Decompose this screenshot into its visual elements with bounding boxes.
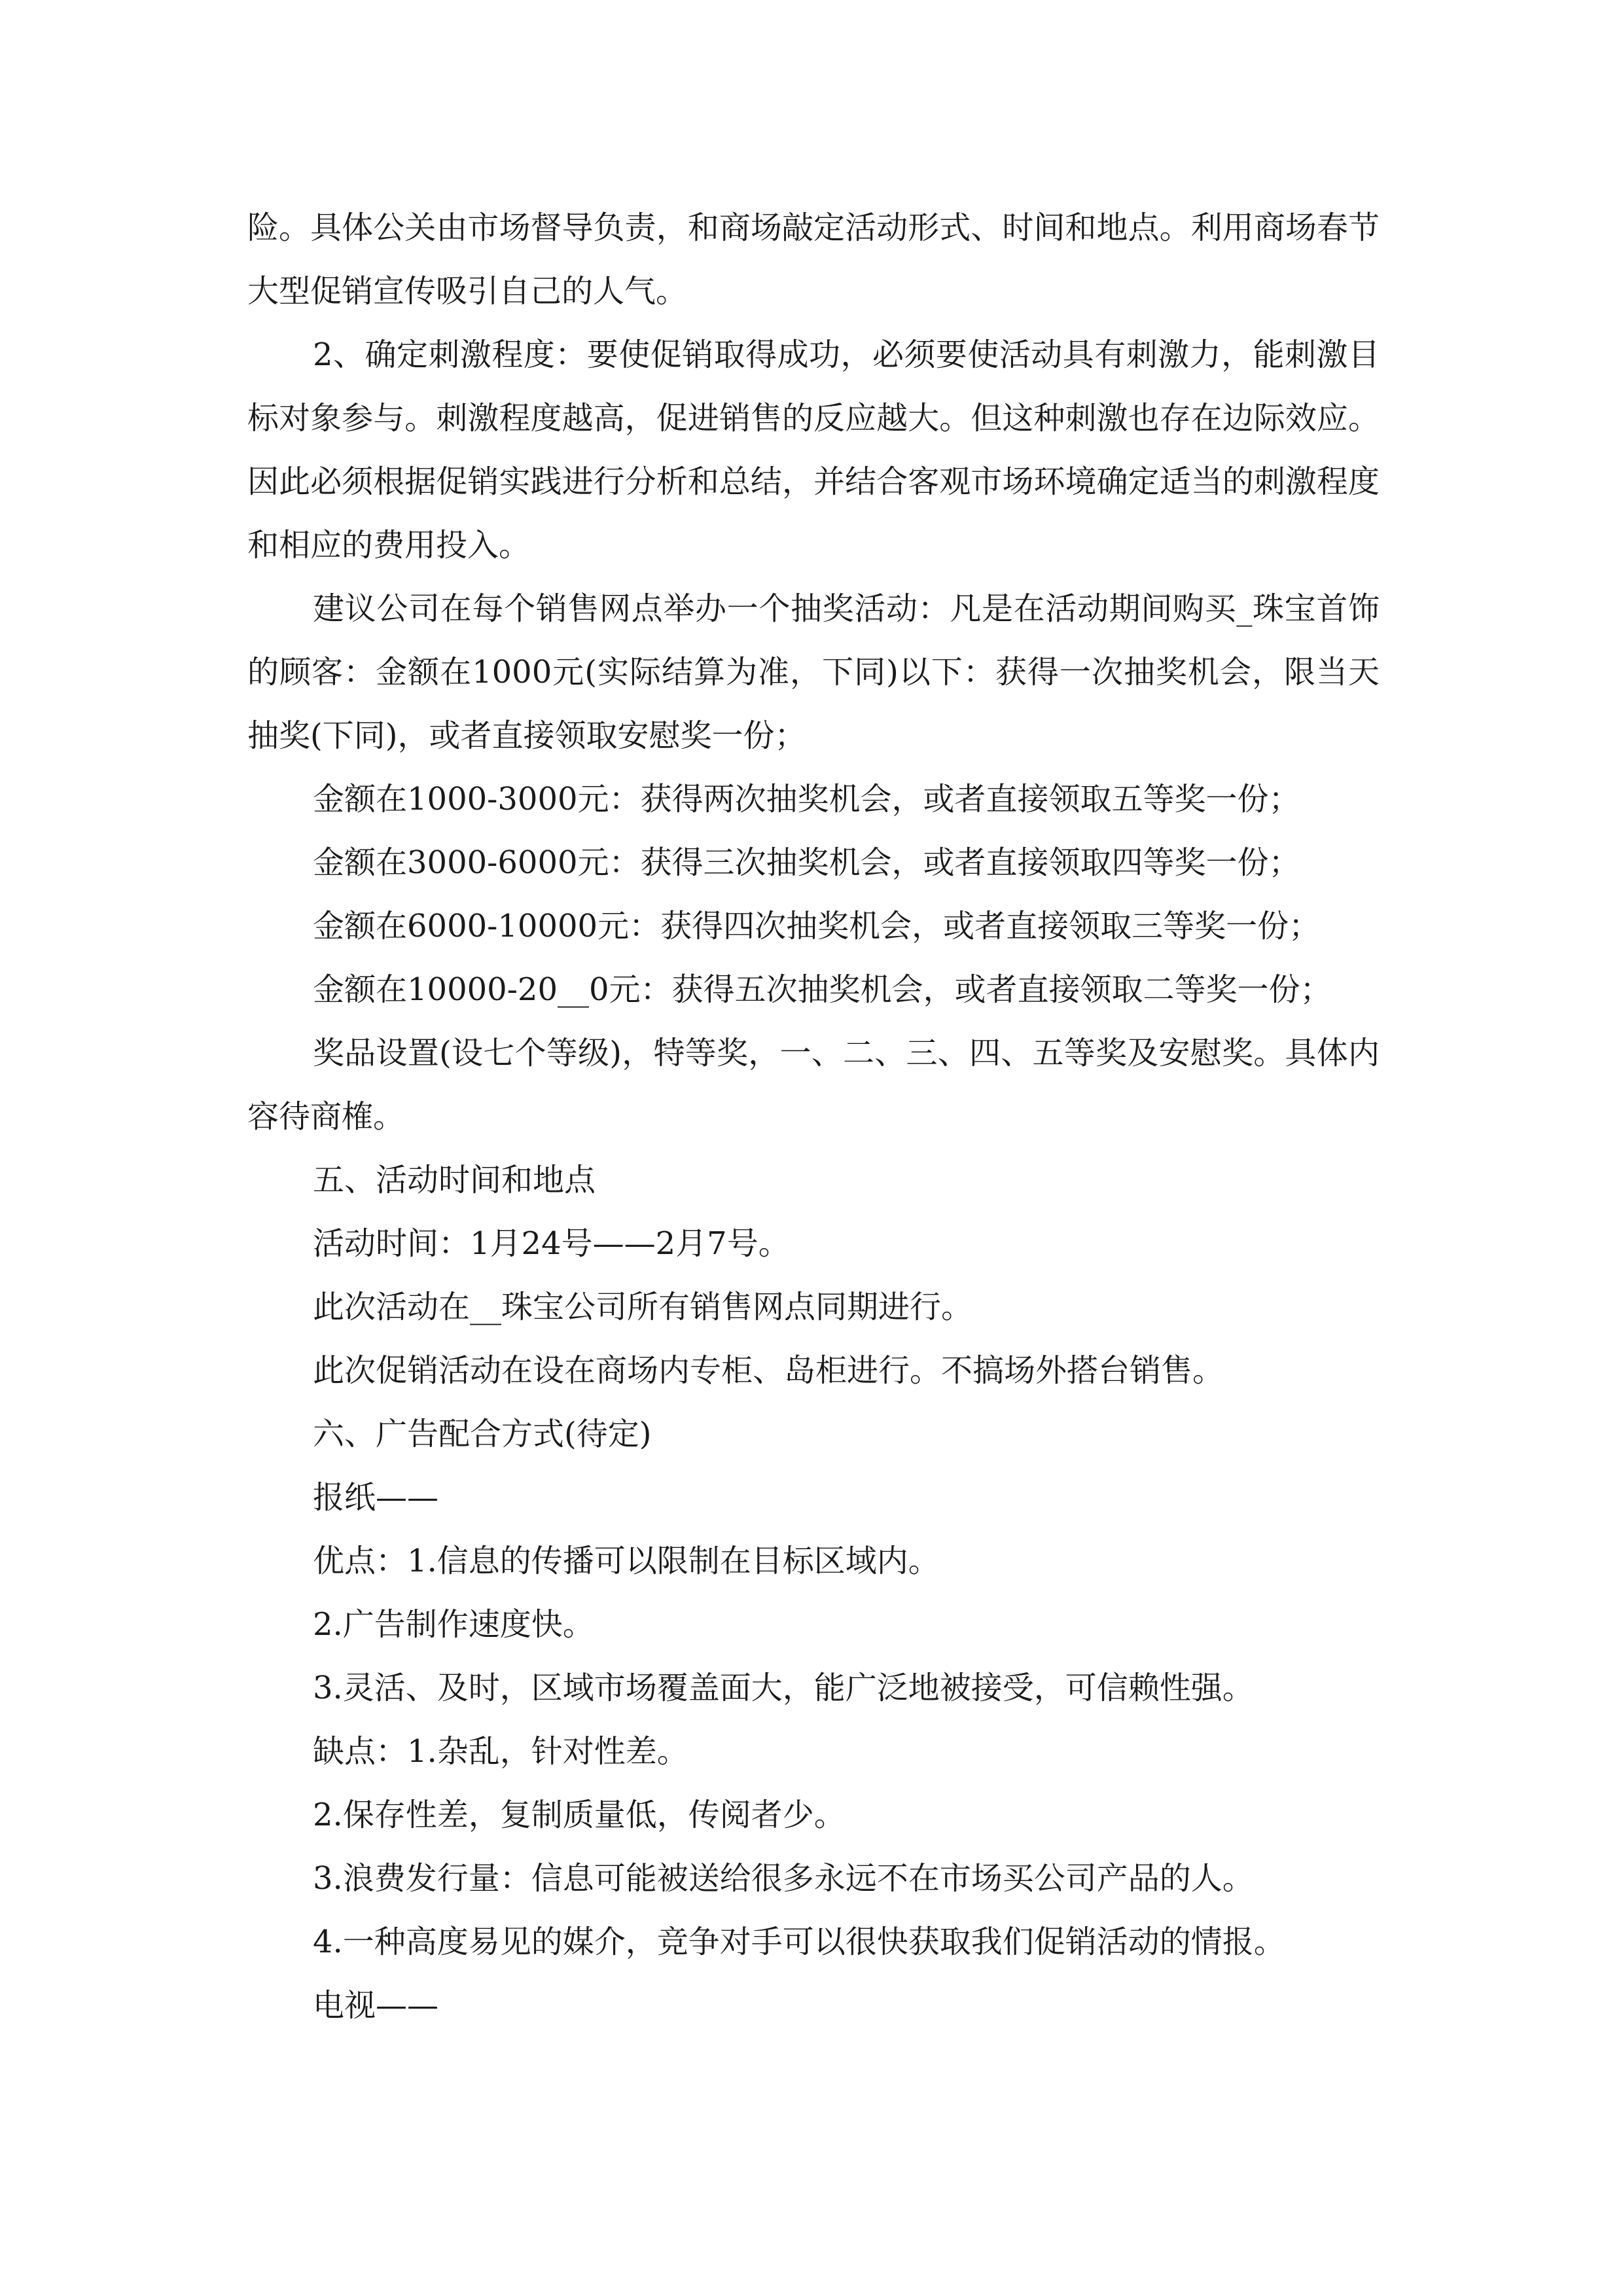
paragraph: 险。具体公关由市场督导负责，和商场敲定活动形式、时间和地点。利用商场春节大型促销宣传吸引自己的人气。 [247,209,1380,310]
paragraph: 此次活动在__珠宝公司所有销售网点同期进行。 [313,1289,973,1325]
paragraph: 3.浪费发行量：信息可能被送给很多永远不在市场买公司产品的人。 [313,1860,1254,1897]
section-heading: 六、广告配合方式(待定) [313,1416,652,1452]
paragraph: 4.一种高度易见的媒介，竞争对手可以很快获取我们促销活动的情报。 [313,1924,1285,1960]
paragraph: 优点：1.信息的传播可以限制在目标区域内。 [313,1543,940,1579]
paragraph: 金额在3000-6000元：获得三次抽奖机会，或者直接领取四等奖一份； [313,844,1300,881]
paragraph: 建议公司在每个销售网点举办一个抽奖活动：凡是在活动期间购买_珠宝首饰的顾客：金额在1000元(实际结算为准，下同)以下：获得一次抽奖机会，限当天抽奖(下同)，或者直接领取安慰奖一份； [247,590,1380,754]
paragraph: 奖品设置(设七个等级)，特等奖，一、二、三、四、五等奖及安慰奖。具体内容待商榷。 [247,1035,1380,1135]
document-body [247,196,1380,2037]
paragraph: 金额在1000-3000元：获得两次抽奖机会，或者直接领取五等奖一份； [313,781,1300,817]
paragraph: 2、确定刺激程度：要使促销取得成功，必须要使活动具有刺激力，能刺激目标对象参与。刺激程度越高，促进销售的反应越大。但这种刺激也存在边际效应。因此必须根据促销实践进行分析和总结，并结合客观市场环境确定适当的刺激程度和相应的费用投入。 [247,336,1380,564]
paragraph: 电视—— [313,1987,439,2024]
paragraph: 3.灵活、及时，区域市场覆盖面大，能广泛地被接受，可信赖性强。 [313,1670,1254,1706]
paragraph: 报纸—— [313,1479,439,1516]
paragraph: 活动时间：1月24号——2月7号。 [313,1225,790,1262]
section-heading: 五、活动时间和地点 [313,1162,596,1198]
paragraph: 缺点：1.杂乱，针对性差。 [313,1733,688,1770]
paragraph: 2.广告制作速度快。 [313,1606,594,1643]
paragraph: 金额在10000-20__0元：获得五次抽奖机会，或者直接领取二等奖一份； [313,971,1332,1008]
paragraph: 2.保存性差，复制质量低，传阅者少。 [313,1797,846,1833]
paragraph: 此次促销活动在设在商场内专柜、岛柜进行。不搞场外搭台销售。 [313,1352,1224,1389]
paragraph: 金额在6000-10000元：获得四次抽奖机会，或者直接领取三等奖一份； [313,908,1321,944]
